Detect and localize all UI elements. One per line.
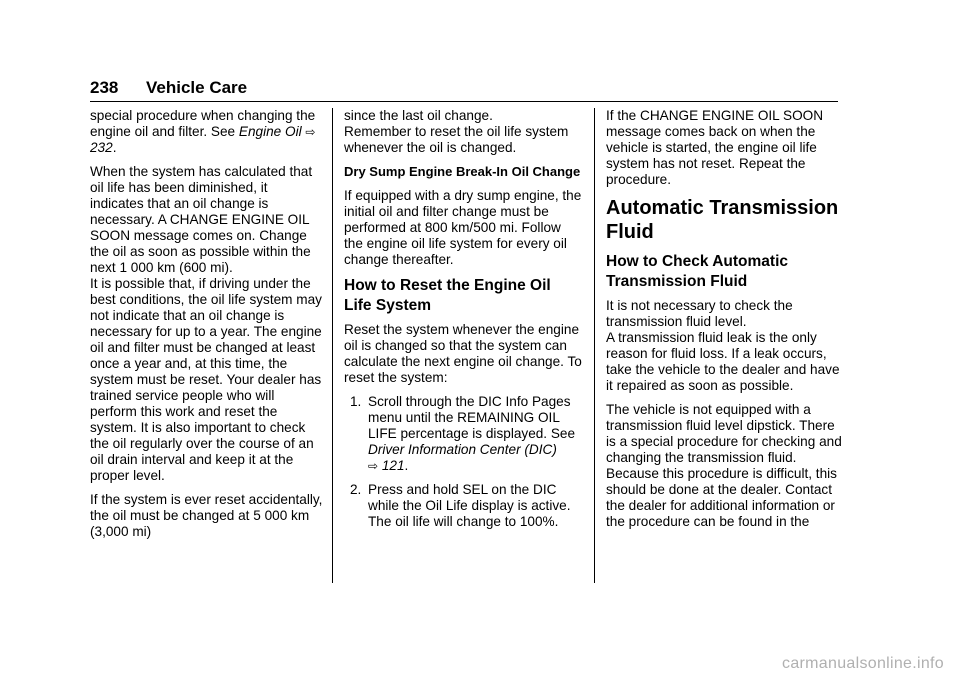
- list-item: [344, 482, 582, 530]
- paragraph: If the system is ever reset accidentally, the oil must be changed at 5 000 km (3,000 mi): [90, 492, 323, 539]
- paragraph: Remember to reset the oil life system whenever the oil is changed.: [344, 124, 569, 155]
- column-divider: [594, 108, 595, 583]
- page-reference[interactable]: 232: [90, 140, 113, 155]
- page-number: 238: [90, 78, 119, 97]
- list-item: [344, 394, 582, 474]
- steps-list: [344, 394, 582, 530]
- paragraph: It is not necessary to check the transmission fluid level.: [606, 298, 793, 329]
- column-3: [606, 108, 844, 538]
- section-heading: How to Reset the Engine Oil Life System: [344, 277, 551, 314]
- step-number: 2.: [350, 482, 362, 497]
- paragraph: If equipped with a dry sump engine, the initial oil and filter change must be performed at 800 km/500 mi. Follow the engine oil life system for every oil change thereafter.: [344, 188, 582, 267]
- section-heading: How to Check Automatic Transmission Fluid: [606, 253, 788, 290]
- cross-reference-link[interactable]: Driver Information Center (DIC): [368, 442, 557, 457]
- column-divider: [332, 108, 333, 583]
- page-reference[interactable]: 121: [381, 458, 405, 473]
- column-2: [344, 108, 582, 538]
- paragraph: If the CHANGE ENGINE OIL SOON message comes back on when the vehicle is started, the engine oil life system has not reset. Repeat the procedure.: [606, 108, 824, 187]
- paragraph: The vehicle is not equipped with a transmission fluid level dipstick. There is a special procedure for checking and changing the transmission fluid. Because this procedure is difficult, this should be done at the dealer. Contact the dealer for additional information or the procedure can be found in the: [606, 402, 842, 529]
- cross-reference-link[interactable]: Engine Oil: [238, 124, 302, 139]
- step-text: Press and hold SEL on the DIC while the Oil Life display is active. The oil life will change to 100%.: [368, 482, 571, 529]
- section-title: Vehicle Care: [146, 78, 248, 97]
- period: .: [404, 458, 409, 473]
- paragraph: It is possible that, if driving under the best conditions, the oil life system may not indicate that an oil change is necessary for up to a year. The engine oil and filter must be changed at least once a year and, at this time, the system must be reset. Your dealer has trained service people who will perform this work and reset the system. It is also important to check the oil regularly over the course of an oil drain interval and keep it at the proper level.: [90, 276, 322, 483]
- header-rule: [90, 101, 838, 102]
- page-ref-arrow-icon: ⇨: [305, 125, 316, 139]
- paragraph: since the last oil change.: [344, 108, 493, 123]
- step-number: 1.: [350, 394, 362, 409]
- paragraph: When the system has calculated that oil life has been diminished, it indicates that an oil change is necessary. A CHANGE ENGINE OIL SOON message comes on. Change the oil as soon as possible within the next 1 000 km (600 mi).: [90, 164, 313, 275]
- paragraph: [90, 108, 323, 156]
- paragraph: Reset the system whenever the engine oil is changed so that the system can calculate the next engine oil change. To reset the system:: [344, 322, 582, 385]
- watermark: carmanualsonline.info: [782, 655, 944, 672]
- paragraph-text: special procedure when changing the engine oil and filter. See: [90, 108, 316, 139]
- chapter-heading: Automatic Transmission Fluid: [606, 197, 839, 243]
- page-ref-arrow-icon: ⇨: [368, 459, 379, 473]
- period: .: [112, 140, 117, 155]
- paragraph: A transmission fluid leak is the only reason for fluid loss. If a leak occurs, take the vehicle to the dealer and have it repaired as soon as possible.: [606, 330, 840, 393]
- step-text: Scroll through the DIC Info Pages menu until the REMAINING OIL LIFE percentage is displayed. See: [368, 394, 576, 441]
- subheading: Dry Sump Engine Break-In Oil Change: [344, 164, 581, 179]
- column-1: [90, 108, 323, 548]
